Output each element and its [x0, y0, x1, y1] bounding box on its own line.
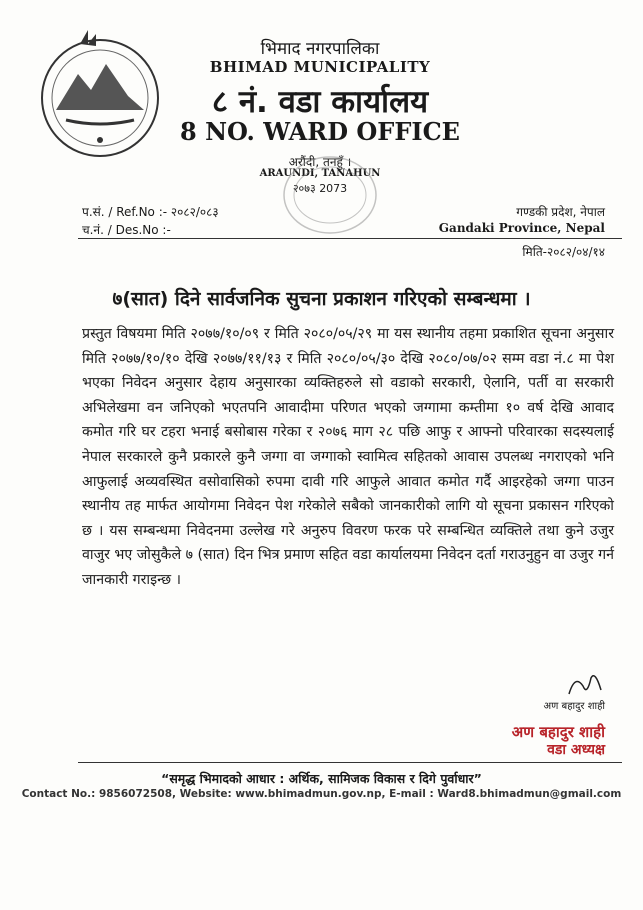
- ward-office-np: ८ नं. वडा कार्यालय: [211, 84, 429, 120]
- ref-number: प.सं. / Ref.No :- २०८२/०८३: [82, 205, 219, 219]
- established-year: २०७३ 2073: [292, 182, 348, 195]
- footer-slogan: “समृद्ध भिमादको आधार : अर्थिक, सामिजक विकास र दिगे पुर्वाधार”: [161, 771, 482, 786]
- municipality-name-np: भिमाद नगरपालिका: [260, 39, 380, 59]
- emblem-logo: [36, 24, 164, 164]
- signatory-stamp-name: अण बहादुर शाही: [511, 723, 605, 741]
- header-divider: [78, 238, 622, 239]
- province-np: गण्डकी प्रदेश, नेपाल: [516, 205, 605, 219]
- footer-contact: Contact No.: 9856072508, Website: www.bhimadmun.gov.np, E-mail : Ward8.bhimadmun@gmail.com: [21, 788, 622, 800]
- office-stamp: [280, 150, 380, 240]
- location-np: अरौंदी, तनहुँ ।: [288, 155, 352, 169]
- dispatch-number: च.नं. / Des.No :-: [82, 223, 171, 237]
- issue-date: मिति-२०८२/०४/१४: [522, 245, 605, 259]
- municipality-name-en: BHIMAD MUNICIPALITY: [209, 58, 431, 76]
- notice-body: प्रस्तुत विषयमा मिति २०७७/१०/०९ र मिति २०८०/०५/२९ मा यस स्थानीय तहमा प्रकाशित सूचना अनुसार मिति २०७७/१०/१० देखि २०७७/११/१३ र मिति २०८०/०५/३० देखि २०८०/०७/०२ सम्म वडा नं.८ मा पेश भएका निवेदन अनुसार देहाय अनुसारका व्यक्तिहरुले सो वडाको सरकारी, ऐलानि, पर्ती वा सरकारी अभिलेखमा वन जनिएको भएतपनि आवादीमा परिणत भएको जग्गामा कम्तीमा १० वर्ष देखि आवाद कमोत गरि घर टहरा भनाई बसोबास गरेका र २०७६ माग २८ पछि आफु र आफ्नो परिवारका सदस्यलाई नेपाल सरकारले कुनै प्रकारले कुनै जग्गा वा जग्गाको स्वामित्व सहितको आवास उपलब्ध नगराएको भनि आफुलाई अव्यवस्थित वसोवासिको रुपमा दावी गरि आफुले आवात कमोत गर्दै आइरहेको जग्गा पाउन स्थानीय तह मार्फत आयोगमा निवेदन पेश गरेकोले सबैको जानकारीको लागि यो सूचना प्रकासन गरिएको छ । यस सम्बन्धमा निवेदनमा उल्लेख गरे अनुरुप विवरण फरक परे सम्बन्धित व्यक्तिले तथा कुने उजुर वाजुर भए जोसुकैले ७ (सात) दिन भित्र प्रमाण सहित वडा कार्यालयमा निवेदन दर्ता गराउनुहुन वा उजुर गर्न जानकारी गराइन्छ ।: [82, 326, 614, 588]
- footer-divider: [78, 762, 622, 763]
- location-en: ARAUNDI, TANAHUN: [259, 168, 381, 179]
- notice-subject: ७(सात) दिने सार्वजनिक सुचना प्रकाशन गरिएको सम्बन्धमा ।: [112, 288, 531, 310]
- signatory-handwritten-name: अण बहादुर शाही: [543, 701, 605, 712]
- signatory-stamp-title: वडा अध्यक्ष: [547, 742, 605, 758]
- province-en: Gandaki Province, Nepal: [438, 221, 605, 235]
- ward-office-en: 8 NO. WARD OFFICE: [180, 117, 460, 146]
